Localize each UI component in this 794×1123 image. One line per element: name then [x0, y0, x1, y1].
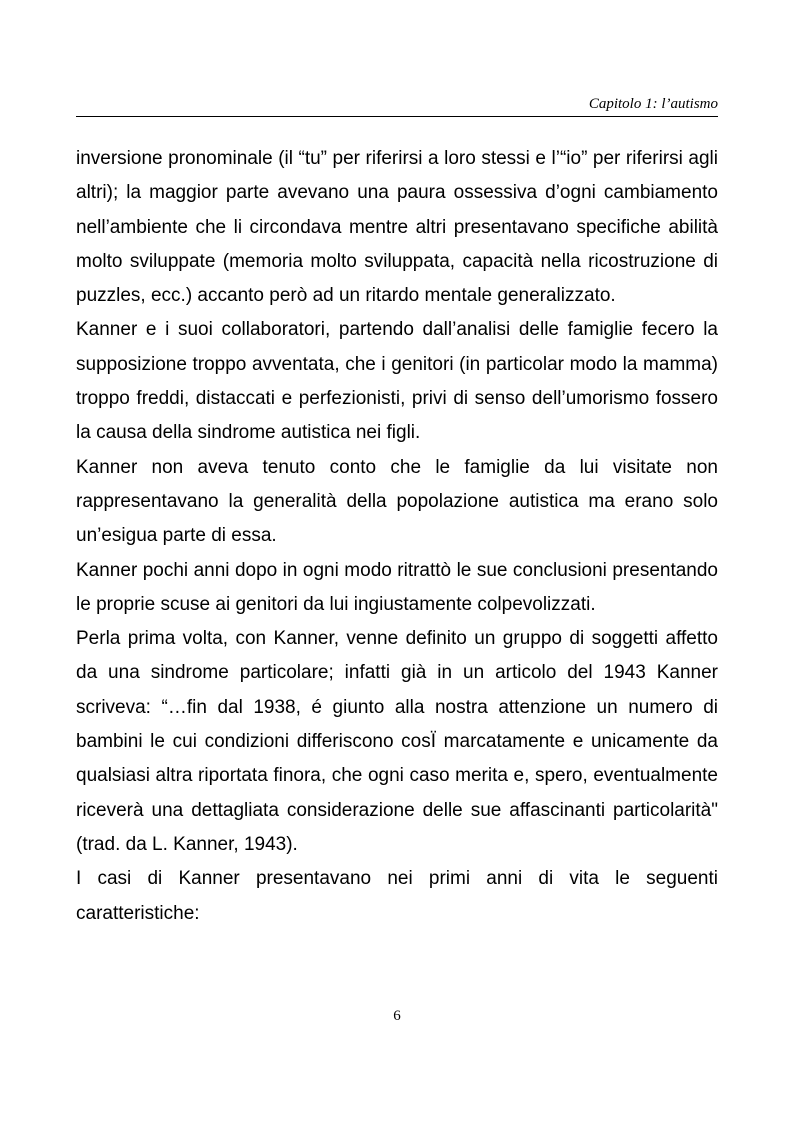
body-text — [76, 142, 718, 931]
running-header — [76, 94, 718, 117]
paragraph: Kanner non aveva tenuto conto che le famiglie da lui visitate non rappresentavano la generalità della popolazione autistica ma erano solo un’esigua parte di essa. — [76, 456, 718, 547]
paragraph: Kanner pochi anni dopo in ogni modo ritrattò le sue conclusioni presentando le proprie scuse ai genitori da lui ingiustamente colpevolizzati. — [76, 559, 718, 615]
paragraph: inversione pronominale (il “tu” per riferirsi a loro stessi e l’“io” per riferirsi agli altri); la maggior parte avevano una paura ossessiva d’ogni cambiamento nell’ambiente che li circondava mentre altri presentavano specifiche abilità molto sviluppate (memoria molto sviluppata, capacità nella ricostruzione di puzzles, ecc.) accanto però ad un ritardo mentale generalizzato. — [76, 148, 718, 307]
chapter-title: Capitolo 1: l’autismo — [588, 96, 718, 112]
paragraph: Perla prima volta, con Kanner, venne definito un gruppo di soggetti affetto da una sindrome particolare; infatti già in un articolo del 1943 Kanner scriveva: “…fin dal 1938, é giunto alla nostra attenzione un numero di bambini le cui condizioni differiscono cosÏ marcatamente e unicamente da qualsiasi altra riportata finora, che ogni caso merita e, spero, eventualmente riceverà una dettagliata considerazione delle sue affascinanti particolarità" (trad. da L. Kanner, 1943). — [76, 628, 718, 855]
paragraph: Kanner e i suoi collaboratori, partendo dall’analisi delle famiglie fecero la supposizione troppo avventata, che i genitori (in particolar modo la mamma) troppo freddi, distaccati e perfezionisti, privi di senso dell’umorismo fossero la causa della sindrome autistica nei figli. — [76, 319, 718, 444]
page-number: 6 — [393, 1008, 401, 1024]
paragraph: I casi di Kanner presentavano nei primi anni di vita le seguenti caratteristiche: — [76, 868, 718, 924]
